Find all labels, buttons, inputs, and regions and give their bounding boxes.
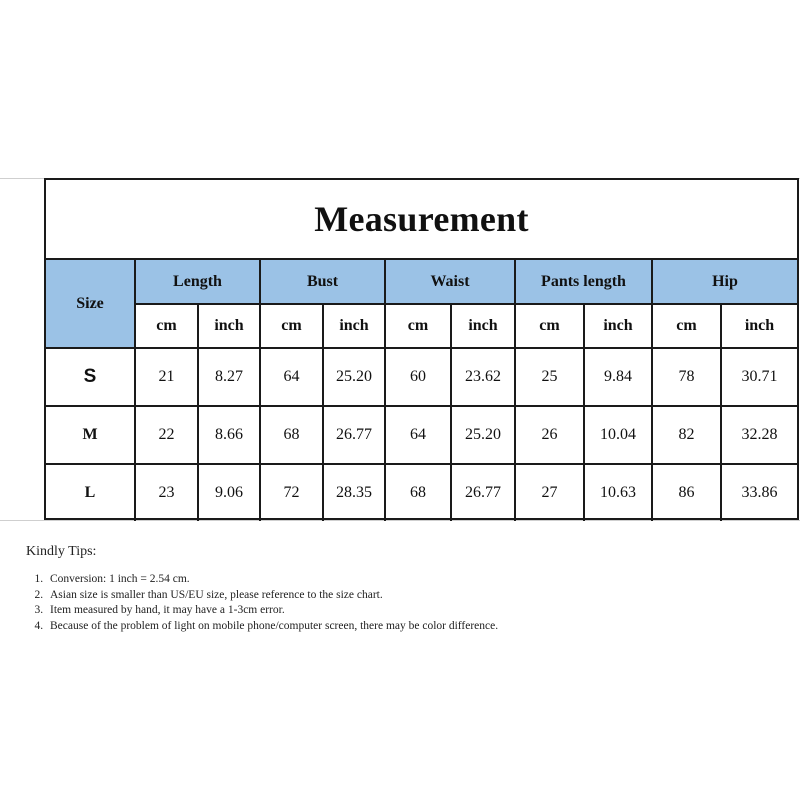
header-bust: Bust xyxy=(260,260,385,304)
value-cell: 25.20 xyxy=(451,406,515,464)
header-pants-length: Pants length xyxy=(515,260,652,304)
size-cell: L xyxy=(46,464,135,521)
value-cell: 64 xyxy=(260,348,323,406)
tip-item: 3. Item measured by hand, it may have a 1-3cm error. xyxy=(46,603,546,619)
unit-inch: inch xyxy=(198,304,260,348)
unit-inch: inch xyxy=(721,304,797,348)
value-cell: 64 xyxy=(385,406,451,464)
value-cell: 72 xyxy=(260,464,323,521)
value-cell: 30.71 xyxy=(721,348,797,406)
header-waist: Waist xyxy=(385,260,515,304)
value-cell: 26.77 xyxy=(323,406,385,464)
value-cell: 9.84 xyxy=(584,348,652,406)
title-row xyxy=(46,180,797,260)
value-cell: 26 xyxy=(515,406,584,464)
value-cell: 25 xyxy=(515,348,584,406)
header-hip: Hip xyxy=(652,260,797,304)
group-header-row xyxy=(46,260,797,304)
value-cell: 68 xyxy=(260,406,323,464)
value-cell: 10.63 xyxy=(584,464,652,521)
chart-title: Measurement xyxy=(314,199,529,239)
value-cell: 28.35 xyxy=(323,464,385,521)
unit-inch: inch xyxy=(451,304,515,348)
size-cell: M xyxy=(46,406,135,464)
value-cell: 68 xyxy=(385,464,451,521)
size-table xyxy=(46,260,797,521)
value-cell: 27 xyxy=(515,464,584,521)
value-cell: 60 xyxy=(385,348,451,406)
value-cell: 25.20 xyxy=(323,348,385,406)
unit-cm: cm xyxy=(385,304,451,348)
size-header: Size xyxy=(46,260,135,348)
value-cell: 82 xyxy=(652,406,721,464)
tip-item: 4. Because of the problem of light on mobile phone/computer screen, there may be color difference. xyxy=(46,619,546,635)
value-cell: 23.62 xyxy=(451,348,515,406)
kindly-tips xyxy=(26,544,546,634)
value-cell: 32.28 xyxy=(721,406,797,464)
value-cell: 8.66 xyxy=(198,406,260,464)
value-cell: 8.27 xyxy=(198,348,260,406)
value-cell: 22 xyxy=(135,406,198,464)
value-cell: 33.86 xyxy=(721,464,797,521)
value-cell: 26.77 xyxy=(451,464,515,521)
tips-heading: Kindly Tips: xyxy=(26,544,97,559)
unit-cm: cm xyxy=(260,304,323,348)
value-cell: 9.06 xyxy=(198,464,260,521)
header-length: Length xyxy=(135,260,260,304)
size-cell: S xyxy=(46,348,135,406)
value-cell: 21 xyxy=(135,348,198,406)
unit-inch: inch xyxy=(323,304,385,348)
unit-cm: cm xyxy=(515,304,584,348)
value-cell: 78 xyxy=(652,348,721,406)
value-cell: 10.04 xyxy=(584,406,652,464)
tips-list xyxy=(26,572,546,634)
table-row xyxy=(46,348,797,406)
unit-header-row xyxy=(46,304,797,348)
value-cell: 23 xyxy=(135,464,198,521)
value-cell: 86 xyxy=(652,464,721,521)
tip-item: 1. Conversion: 1 inch = 2.54 cm. xyxy=(46,572,546,588)
unit-cm: cm xyxy=(652,304,721,348)
unit-inch: inch xyxy=(584,304,652,348)
unit-cm: cm xyxy=(135,304,198,348)
table-row xyxy=(46,406,797,464)
size-chart xyxy=(44,178,799,520)
tip-item: 2. Asian size is smaller than US/EU size, please reference to the size chart. xyxy=(46,588,546,604)
table-row xyxy=(46,464,797,521)
